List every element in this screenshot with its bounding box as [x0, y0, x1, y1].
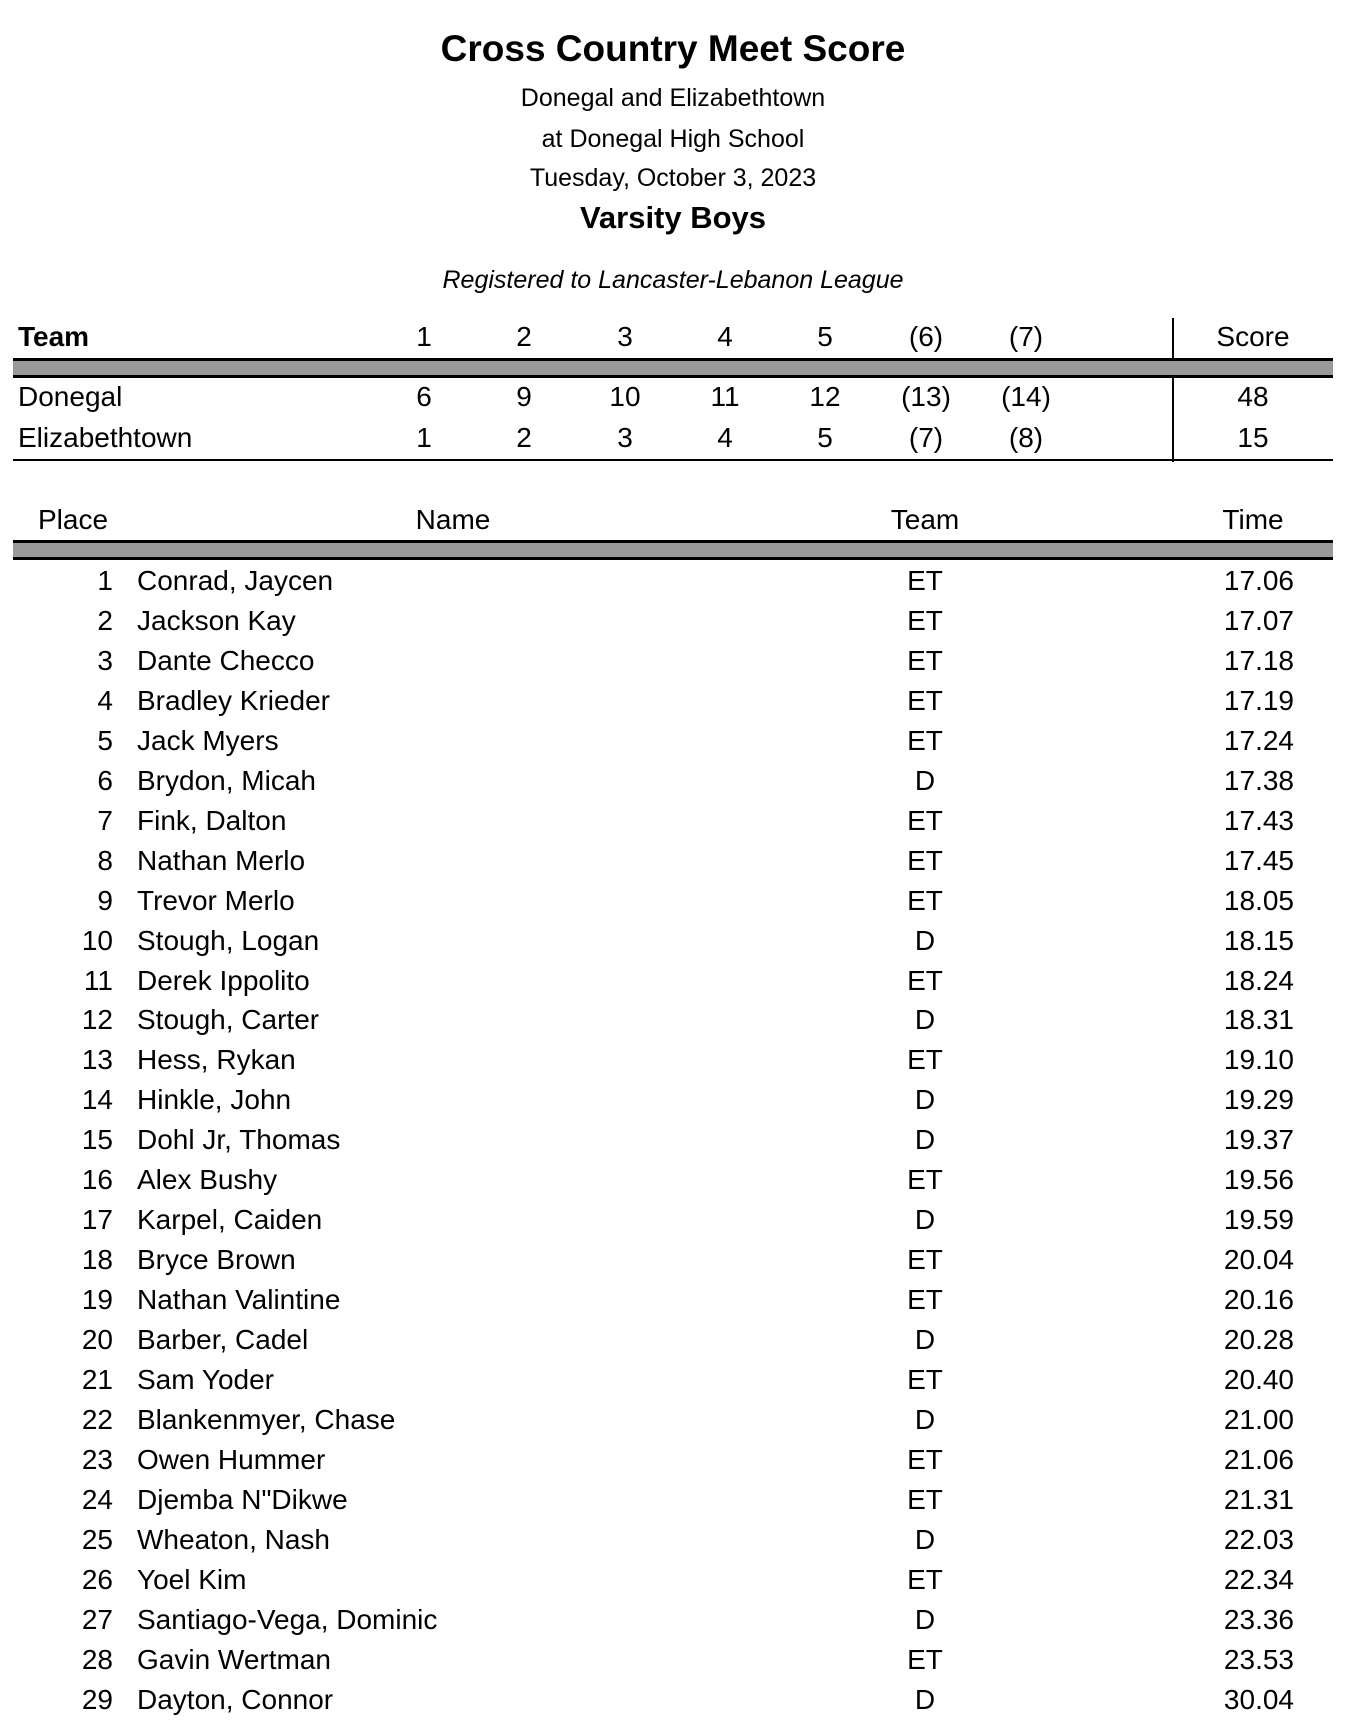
time-cell: 18.24 — [1223, 965, 1294, 996]
runner-5-header: 5 — [817, 321, 833, 352]
time-cell: 17.45 — [1223, 845, 1294, 876]
runner-1-header: 1 — [416, 321, 432, 352]
time-cell: 20.04 — [1223, 1244, 1294, 1275]
name-cell: Nathan Valintine — [137, 1284, 341, 1315]
registration-note: Registered to Lancaster-Lebanon League — [442, 266, 904, 294]
runner-place: 3 — [617, 422, 633, 453]
time-cell: 19.56 — [1223, 1164, 1294, 1195]
name-cell: Bradley Krieder — [137, 685, 330, 716]
runner-2-header: 2 — [516, 321, 532, 352]
division-title: Varsity Boys — [579, 200, 767, 235]
name-cell: Santiago-Vega, Dominic — [137, 1604, 438, 1635]
page-title: Cross Country Meet Score — [440, 28, 906, 69]
name-cell: Sam Yoder — [137, 1364, 274, 1395]
runner-3-header: 3 — [617, 321, 633, 352]
name-cell: Derek Ippolito — [137, 965, 310, 996]
team-score: 48 — [1237, 381, 1269, 412]
time-cell: 22.03 — [1223, 1524, 1294, 1555]
runner-place: (13) — [901, 381, 951, 412]
time-cell: 23.53 — [1223, 1644, 1294, 1675]
team-cell: ET — [907, 565, 943, 596]
time-cell: 18.15 — [1223, 925, 1294, 956]
team-cell: ET — [907, 645, 943, 676]
time-cell: 20.40 — [1223, 1364, 1294, 1395]
team-score: 15 — [1237, 422, 1269, 453]
place-cell: 23 — [81, 1444, 113, 1475]
place-cell: 12 — [81, 1004, 113, 1035]
team-cell: ET — [907, 1484, 943, 1515]
team-cell: ET — [907, 1284, 943, 1315]
meet-teams: Donegal and Elizabethtown — [520, 84, 826, 112]
meet-date: Tuesday, October 3, 2023 — [529, 164, 817, 192]
team-cell: D — [914, 1324, 936, 1355]
team-cell: D — [914, 1404, 936, 1435]
team-header: Team — [18, 321, 90, 352]
time-cell: 20.16 — [1223, 1284, 1294, 1315]
name-cell: Dayton, Connor — [137, 1684, 334, 1715]
team-name: Donegal — [18, 381, 123, 412]
place-cell: 4 — [97, 685, 113, 716]
runner-place: 1 — [416, 422, 432, 453]
time-cell: 21.06 — [1223, 1444, 1294, 1475]
team-cell: ET — [907, 1644, 943, 1675]
place-cell: 28 — [81, 1644, 113, 1675]
time-cell: 23.36 — [1223, 1604, 1294, 1635]
time-cell: 18.05 — [1223, 885, 1294, 916]
place-cell: 17 — [81, 1204, 113, 1235]
name-cell: Nathan Merlo — [137, 845, 306, 876]
team-cell: ET — [907, 805, 943, 836]
runner-place: 4 — [717, 422, 733, 453]
time-cell: 17.24 — [1223, 725, 1294, 756]
team-cell: D — [914, 925, 936, 956]
name-cell: Stough, Carter — [137, 1004, 320, 1035]
place-cell: 3 — [97, 645, 113, 676]
place-cell: 16 — [81, 1164, 113, 1195]
time-cell: 17.19 — [1223, 685, 1294, 716]
meet-venue: at Donegal High School — [541, 125, 805, 153]
team-cell: ET — [907, 965, 943, 996]
name-cell: Owen Hummer — [137, 1444, 326, 1475]
name-cell: Hinkle, John — [137, 1084, 292, 1115]
place-cell: 7 — [97, 805, 113, 836]
name-cell: Brydon, Micah — [137, 765, 316, 796]
place-cell: 21 — [81, 1364, 113, 1395]
name-cell: Barber, Cadel — [137, 1324, 309, 1355]
runner-place: 9 — [516, 381, 532, 412]
name-cell: Dohl Jr, Thomas — [137, 1124, 341, 1155]
name-cell: Wheaton, Nash — [137, 1524, 330, 1555]
place-cell: 1 — [97, 565, 113, 596]
place-cell: 27 — [81, 1604, 113, 1635]
time-cell: 21.31 — [1223, 1484, 1294, 1515]
name-cell: Karpel, Caiden — [137, 1204, 323, 1235]
table-bottom-rule — [13, 459, 1333, 461]
name-cell: Fink, Dalton — [137, 805, 287, 836]
place-cell: 8 — [97, 845, 113, 876]
name-cell: Jackson Kay — [137, 605, 296, 636]
time-cell: 17.38 — [1223, 765, 1294, 796]
place-cell: 13 — [81, 1044, 113, 1075]
time-cell: 19.37 — [1223, 1124, 1294, 1155]
place-cell: 24 — [81, 1484, 113, 1515]
team-header: Team — [890, 504, 960, 535]
header-band — [13, 358, 1333, 378]
runner-place: (14) — [1001, 381, 1051, 412]
results-header-band — [13, 540, 1333, 560]
team-name: Elizabethtown — [18, 422, 193, 453]
name-cell: Conrad, Jaycen — [137, 565, 334, 596]
team-cell: ET — [907, 845, 943, 876]
place-cell: 26 — [81, 1564, 113, 1595]
name-cell: Hess, Rykan — [137, 1044, 296, 1075]
time-cell: 17.18 — [1223, 645, 1294, 676]
place-cell: 14 — [81, 1084, 113, 1115]
runner-place: (7) — [908, 422, 944, 453]
runner-place: (8) — [1008, 422, 1044, 453]
place-cell: 2 — [97, 605, 113, 636]
team-cell: ET — [907, 685, 943, 716]
time-cell: 17.07 — [1223, 605, 1294, 636]
time-cell: 17.06 — [1223, 565, 1294, 596]
time-cell: 17.43 — [1223, 805, 1294, 836]
place-cell: 22 — [81, 1404, 113, 1435]
place-cell: 10 — [81, 925, 113, 956]
place-cell: 15 — [81, 1124, 113, 1155]
place-header: Place — [37, 504, 109, 535]
runner-place: 6 — [416, 381, 432, 412]
team-cell: ET — [907, 1364, 943, 1395]
team-cell: D — [914, 1124, 936, 1155]
runner-place: 10 — [609, 381, 641, 412]
place-cell: 6 — [97, 765, 113, 796]
place-cell: 19 — [81, 1284, 113, 1315]
place-cell: 29 — [81, 1684, 113, 1715]
score-divider — [1172, 318, 1174, 462]
place-cell: 11 — [83, 965, 113, 996]
name-cell: Dante Checco — [137, 645, 315, 676]
name-cell: Djemba N"Dikwe — [137, 1484, 348, 1515]
time-cell: 18.31 — [1223, 1004, 1294, 1035]
team-cell: ET — [907, 1564, 943, 1595]
team-cell: ET — [907, 1164, 943, 1195]
name-header: Name — [415, 504, 491, 535]
team-cell: ET — [907, 1244, 943, 1275]
runner-4-header: 4 — [717, 321, 733, 352]
team-cell: D — [914, 1604, 936, 1635]
place-cell: 18 — [81, 1244, 113, 1275]
time-cell: 19.10 — [1223, 1044, 1294, 1075]
name-cell: Yoel Kim — [137, 1564, 247, 1595]
score-header: Score — [1216, 321, 1290, 352]
place-cell: 5 — [97, 725, 113, 756]
runner-place: 11 — [710, 381, 740, 412]
team-cell: D — [914, 765, 936, 796]
time-cell: 30.04 — [1223, 1684, 1294, 1715]
time-cell: 19.59 — [1223, 1204, 1294, 1235]
name-cell: Stough, Logan — [137, 925, 320, 956]
name-cell: Alex Bushy — [137, 1164, 278, 1195]
name-cell: Jack Myers — [137, 725, 279, 756]
team-cell: D — [914, 1684, 936, 1715]
team-cell: D — [914, 1204, 936, 1235]
time-cell: 21.00 — [1223, 1404, 1294, 1435]
time-header: Time — [1222, 504, 1284, 535]
team-cell: ET — [907, 885, 943, 916]
team-cell: D — [914, 1084, 936, 1115]
team-cell: D — [914, 1004, 936, 1035]
place-cell: 20 — [81, 1324, 113, 1355]
runner-place: 2 — [516, 422, 532, 453]
place-cell: 9 — [97, 885, 113, 916]
team-cell: ET — [907, 1044, 943, 1075]
team-cell: ET — [907, 605, 943, 636]
name-cell: Trevor Merlo — [137, 885, 295, 916]
runner-place: 12 — [809, 381, 841, 412]
team-cell: ET — [907, 725, 943, 756]
time-cell: 22.34 — [1223, 1564, 1294, 1595]
runner-6-header: (6) — [908, 321, 944, 352]
team-cell: D — [914, 1524, 936, 1555]
runner-7-header: (7) — [1008, 321, 1044, 352]
team-cell: ET — [907, 1444, 943, 1475]
name-cell: Gavin Wertman — [137, 1644, 331, 1675]
place-cell: 25 — [81, 1524, 113, 1555]
name-cell: Blankenmyer, Chase — [137, 1404, 396, 1435]
time-cell: 19.29 — [1223, 1084, 1294, 1115]
name-cell: Bryce Brown — [137, 1244, 296, 1275]
time-cell: 20.28 — [1223, 1324, 1294, 1355]
runner-place: 5 — [817, 422, 833, 453]
